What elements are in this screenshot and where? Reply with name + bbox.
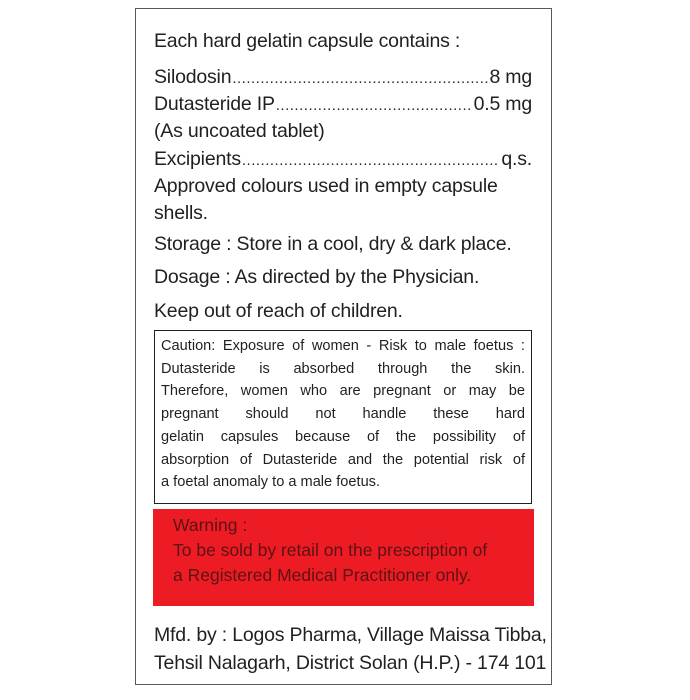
ingredient-row-dutasteride — [154, 91, 532, 119]
ingredient-amount: 8 mg — [489, 66, 532, 88]
excipients-amount: q.s. — [501, 148, 532, 170]
composition-heading: Each hard gelatin capsule contains : — [154, 30, 461, 52]
colours-line-1: Approved colours used in empty capsule — [154, 175, 498, 197]
ingredient-name: Silodosin — [154, 66, 232, 88]
ingredient-amount: 0.5 mg — [473, 93, 532, 115]
warning-title: Warning : — [173, 515, 248, 535]
caution-line: absorption of Dutasteride and the potential risk of — [161, 451, 525, 468]
colours-line-2: shells. — [154, 202, 208, 224]
manufacturer-line-2: Tehsil Nalagarh, District Solan (H.P.) - 174 101 — [154, 652, 547, 674]
label-panel — [135, 8, 552, 685]
caution-line: gelatin capsules because of the possibility of — [161, 428, 525, 445]
warning-line-1: To be sold by retail on the prescription of — [173, 539, 488, 560]
ingredient-name: Dutasteride IP — [154, 93, 275, 115]
leader-dots — [242, 148, 500, 174]
caution-line: pregnant should not handle these hard — [161, 406, 525, 423]
keep-out-text: Keep out of reach of children. — [154, 300, 403, 322]
dosage-text: Dosage : As directed by the Physician. — [154, 266, 480, 288]
leader-dots — [232, 66, 488, 92]
caution-line: Dutasteride is absorbed through the skin. — [161, 360, 525, 377]
tablet-note: (As uncoated tablet) — [154, 120, 325, 142]
excipients-name: Excipients — [154, 148, 241, 170]
caution-line: Caution: Exposure of women - Risk to male foetus : — [161, 338, 525, 354]
ingredient-row-silodosin — [154, 64, 532, 92]
warning-box — [153, 509, 534, 606]
caution-line: Therefore, women who are pregnant or may be — [161, 383, 525, 400]
storage-text: Storage : Store in a cool, dry & dark place. — [154, 233, 512, 255]
caution-box — [154, 330, 532, 504]
warning-line-2: a Registered Medical Practitioner only. — [173, 564, 472, 585]
caution-line: a foetal anomaly to a male foetus. — [161, 474, 381, 491]
excipients-row — [154, 146, 532, 174]
leader-dots — [276, 93, 473, 119]
manufacturer-line-1: Mfd. by : Logos Pharma, Village Maissa Tibba, — [154, 624, 547, 646]
